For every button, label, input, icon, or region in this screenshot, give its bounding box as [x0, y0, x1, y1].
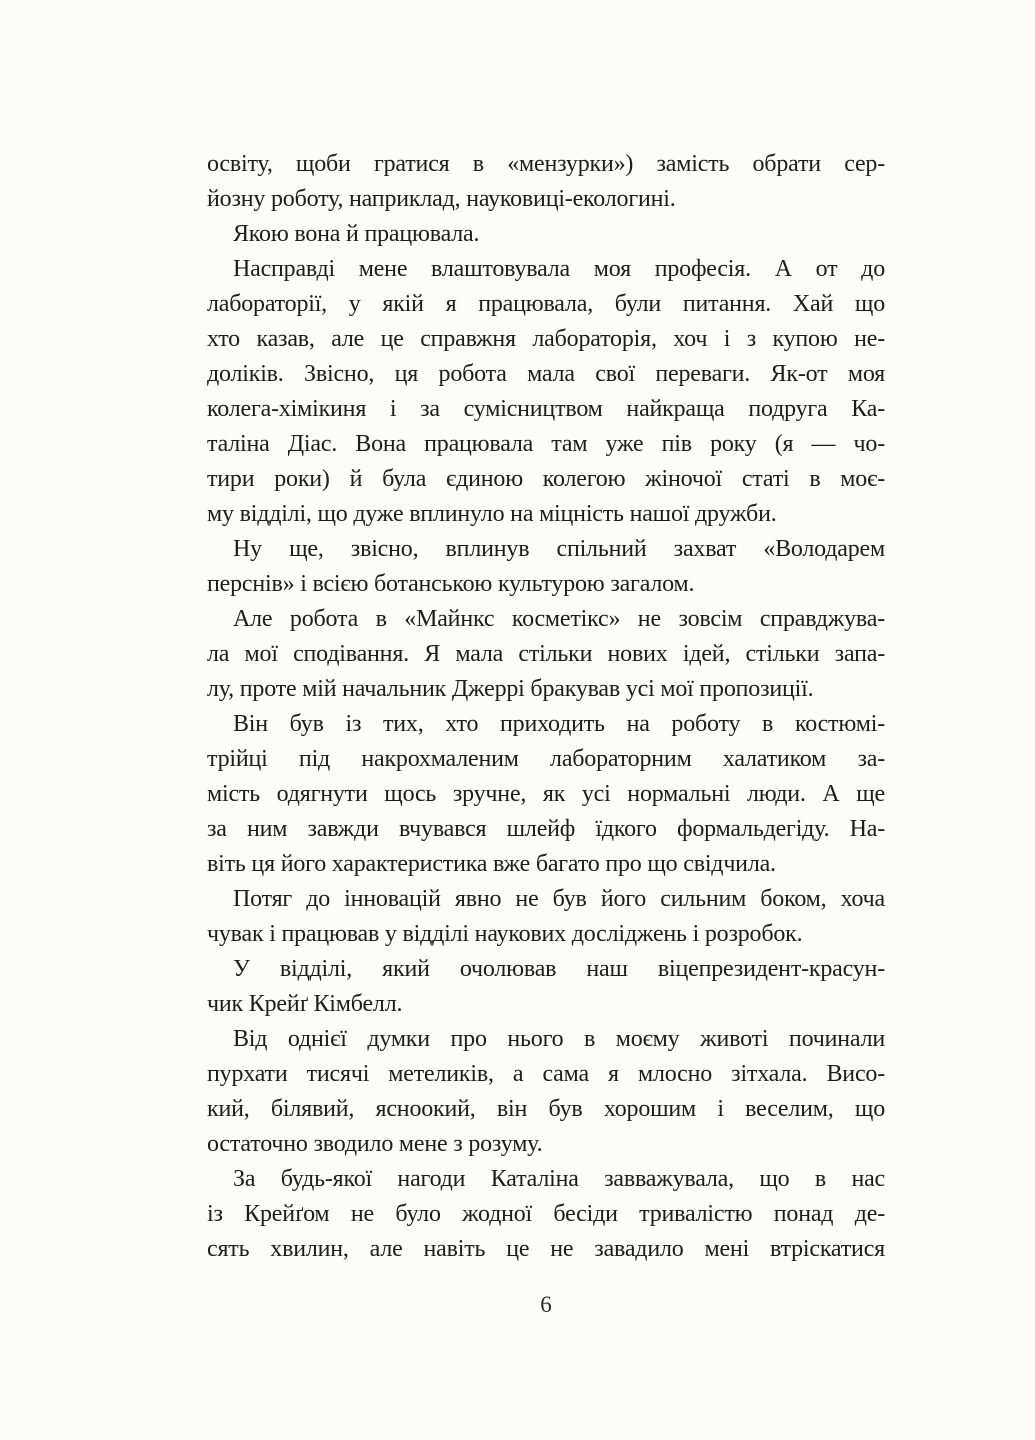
text-line: колега-хімікиня і за сумісництвом найкраща подруга Ка-: [207, 396, 885, 422]
text-line: Потяг до інновацій явно не був його сильним боком, хоча: [233, 886, 885, 912]
paragraph: [207, 217, 885, 252]
text-line: Насправді мене влаштовувала моя професія. А от до: [233, 256, 885, 282]
text-line: йозну роботу, наприклад, науковиці-екологині.: [207, 186, 676, 212]
text-line: остаточно зводило мене з розуму.: [207, 1131, 543, 1157]
text-line: чик Крейґ Кімбелл.: [207, 991, 403, 1017]
text-line: пурхати тисячі метеликів, а сама я млосно зітхала. Висо-: [207, 1061, 885, 1087]
text-line: перснів» і всією ботанською культурою загалом.: [207, 571, 695, 597]
text-line: хто казав, але це справжня лабораторія, хоч і з купою не-: [207, 326, 885, 352]
text-line: кий, білявий, ясноокий, він був хорошим і веселим, що: [207, 1096, 885, 1122]
text-line: лабораторії, у якій я працювала, були питання. Хай що: [207, 291, 885, 317]
text-line: віть ця його характеристика вже багато про що свідчила.: [207, 851, 776, 877]
text-line: освіту, щоби гратися в «мензурки») замість обрати сер-: [207, 151, 885, 177]
text-line: трійці під накрохмаленим лабораторним халатиком за-: [207, 746, 885, 772]
text-line: Від однієї думки про нього в моєму животі починали: [233, 1026, 885, 1052]
paragraph: [207, 882, 885, 952]
text-line: За будь-якої нагоди Каталіна завважувала, що в нас: [233, 1166, 885, 1192]
paragraph: [207, 952, 885, 1022]
text-line: Він був із тих, хто приходить на роботу в костюмі-: [233, 711, 885, 737]
text-line: доліків. Звісно, ця робота мала свої переваги. Як-от моя: [207, 361, 885, 387]
text-line: Ну ще, звісно, вплинув спільний захват «Володарем: [233, 536, 885, 562]
text-line: У відділі, який очолював наш віцепрезидент-красун-: [233, 956, 885, 982]
text-line: мість одягнути щось зручне, як усі нормальні люди. А ще: [207, 781, 885, 807]
text-line: чувак і працював у відділі наукових досліджень і розробок.: [207, 921, 803, 947]
text-line: Якою вона й працювала.: [233, 221, 480, 247]
paragraph: [207, 1022, 885, 1162]
text-block: [207, 147, 885, 1267]
text-line: му відділі, що дуже вплинуло на міцність нашої дружби.: [207, 501, 777, 527]
paragraph: [207, 1162, 885, 1267]
page-number: 6: [540, 1292, 552, 1317]
text-line: таліна Діас. Вона працювала там уже пів року (я — чо-: [207, 431, 885, 457]
paragraph: [207, 602, 885, 707]
paragraph: [207, 147, 885, 217]
text-line: із Крейґом не було жодної бесіди тривалістю понад де-: [207, 1201, 885, 1227]
text-line: Але робота в «Майнкс косметікс» не зовсім справджува-: [233, 606, 885, 632]
text-line: ла мої сподівання. Я мала стільки нових ідей, стільки запа-: [207, 641, 885, 667]
paragraph: [207, 252, 885, 532]
text-line: лу, проте мій начальник Джеррі бракував усі мої пропозиції.: [207, 676, 814, 702]
text-line: тири роки) й була єдиною колегою жіночої статі в моє-: [207, 466, 885, 492]
text-line: сять хвилин, але навіть це не завадило мені втріскатися: [207, 1236, 885, 1262]
paragraph: [207, 532, 885, 602]
text-line: за ним завжди вчувався шлейф їдкого формальдегіду. На-: [207, 816, 885, 842]
paragraph: [207, 707, 885, 882]
